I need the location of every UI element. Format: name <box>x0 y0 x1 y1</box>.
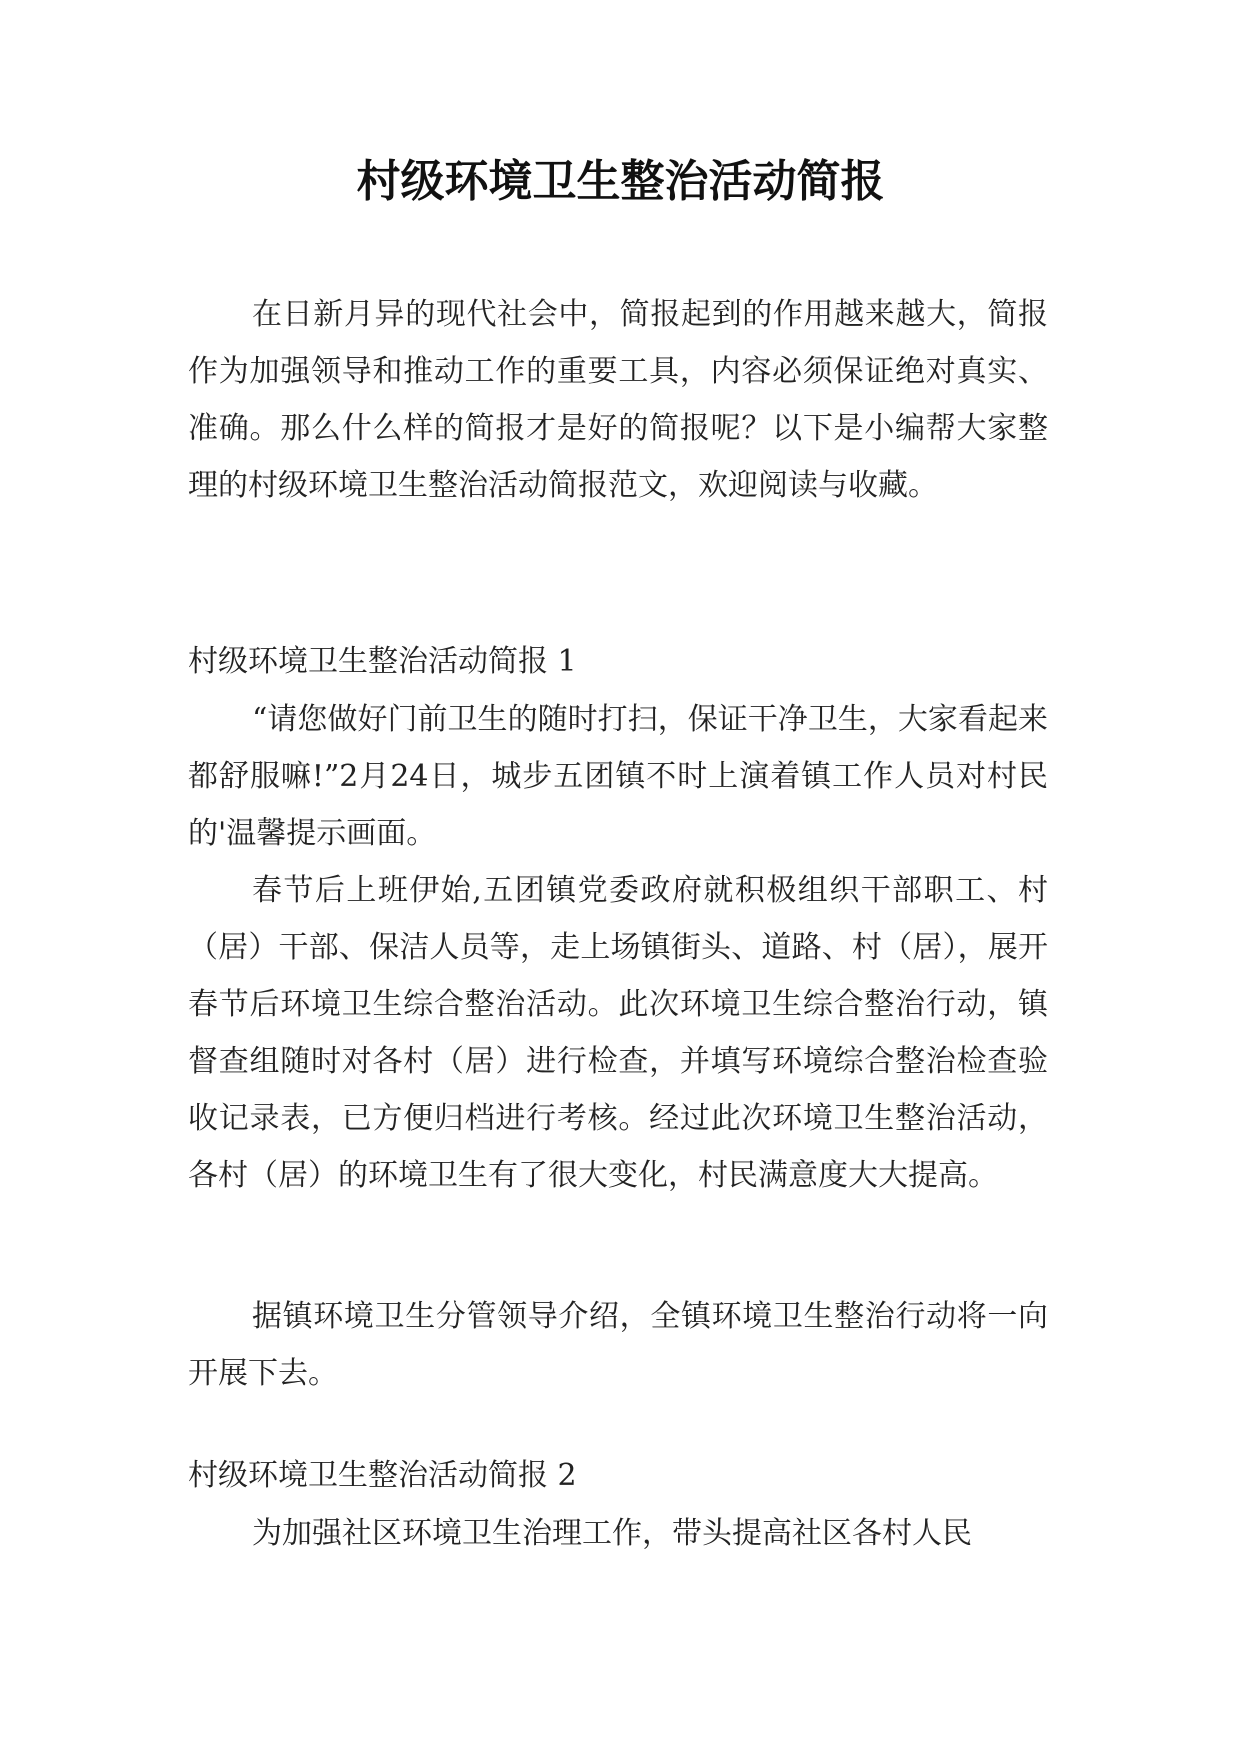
section-2-heading: 村级环境卫生整治活动简报 2 <box>188 1458 577 1493</box>
intro-paragraph: 在日新月异的现代社会中，简报起到的作用越来越大，简报作为加强领导和推动工作的重要工具，内容必须保证绝对真实、准确。那么什么样的简报才是好的简报呢？以下是小编帮大家整理的村级环境卫生整治活动简报范文，欢迎阅读与收藏。 <box>188 297 1048 503</box>
section-1-heading: 村级环境卫生整治活动简报 1 <box>188 644 577 679</box>
document-title: 村级环境卫生整治活动简报 <box>356 156 885 207</box>
section-1-paragraph-1: “请您做好门前卫生的随时打扫，保证干净卫生，大家看起来都舒服嘛!”2月24日，城步五团镇不时上演着镇工作人员对村民的'温馨提示画面。 <box>188 702 1048 851</box>
section-1-paragraph-3: 据镇环境卫生分管领导介绍，全镇环境卫生整治行动将一向开展下去。 <box>188 1299 1048 1391</box>
section-1-paragraph-2: 春节后上班伊始,五团镇党委政府就积极组织干部职工、村（居）干部、保洁人员等，走上场镇街头、道路、村（居），展开春节后环境卫生综合整治活动。此次环境卫生综合整治行动，镇督查组随时对各村（居）进行检查，并填写环境综合整治检查验收记录表，已方便归档进行考核。经过此次环境卫生整治活动，各村（居）的环境卫生有了很大变化，村民满意度大大提高。 <box>188 873 1048 1193</box>
section-2-paragraph-1: 为加强社区环境卫生治理工作，带头提高社区各村人民 <box>252 1516 972 1551</box>
